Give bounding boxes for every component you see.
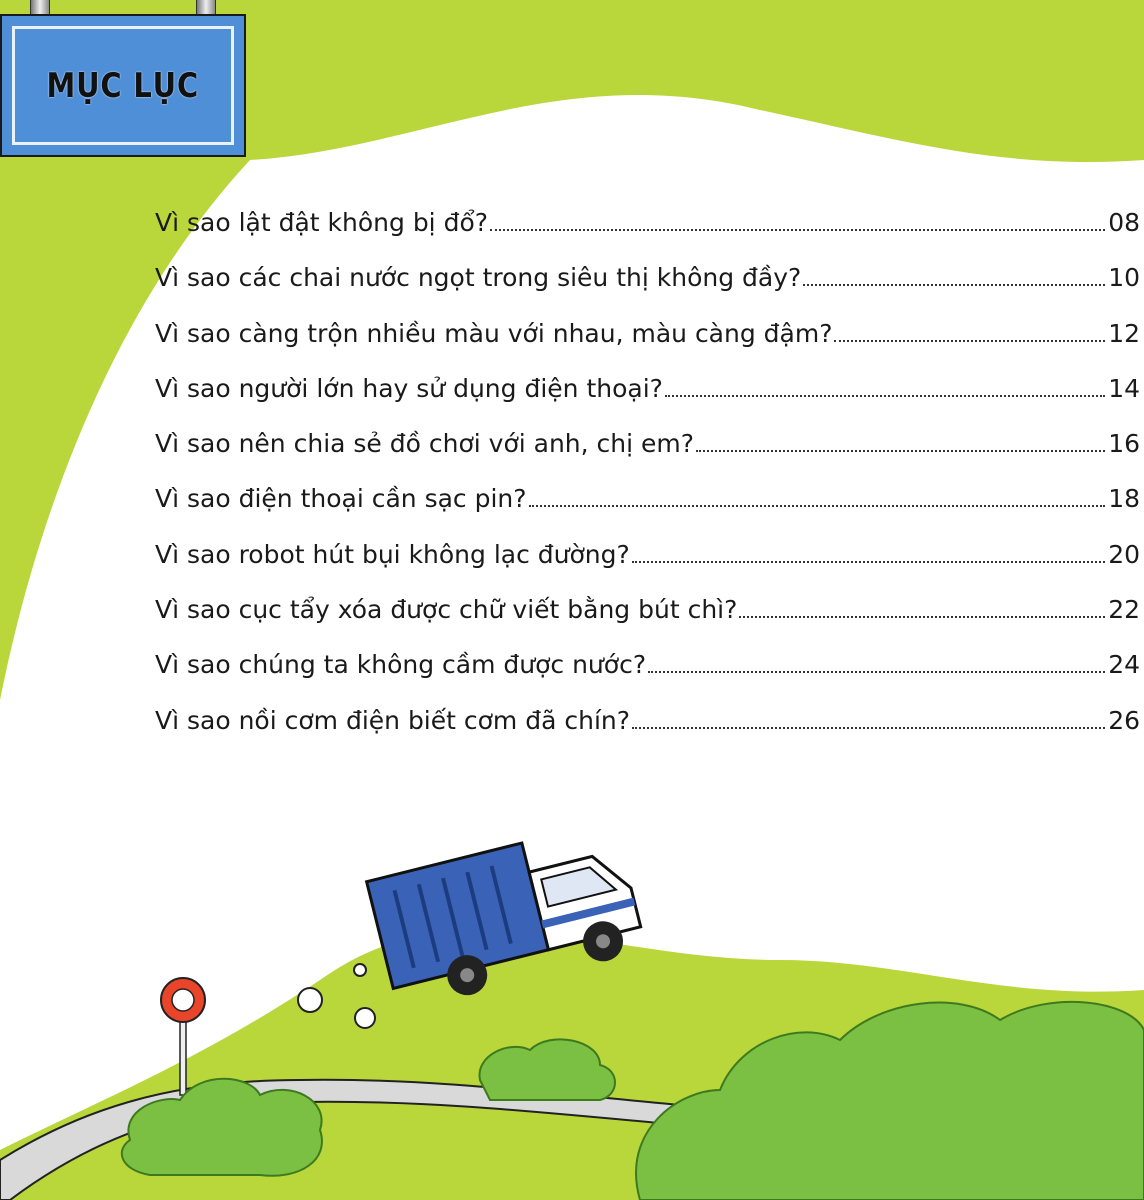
toc-entry-page: 12 [1108, 318, 1140, 348]
toc-entry[interactable] [155, 650, 1140, 705]
toc-entry-page: 22 [1108, 595, 1140, 625]
toc-entry-title: Vì sao nên chia sẻ đồ chơi với anh, chị em? [155, 429, 695, 459]
toc-entry[interactable] [155, 208, 1140, 263]
toc-entry[interactable] [155, 484, 1140, 539]
title-sign [0, 14, 246, 157]
page-title: MỤC LỤC [46, 65, 200, 106]
toc-entry-title: Vì sao lật đật không bị đổ? [155, 208, 489, 237]
dot-leader [696, 449, 1105, 452]
dot-leader [648, 670, 1105, 673]
toc-entry[interactable] [155, 540, 1140, 595]
toc-entry[interactable] [155, 263, 1140, 318]
toc-entry-title: Vì sao người lớn hay sử dụng điện thoại? [155, 373, 663, 403]
toc-entry-page: 16 [1108, 429, 1140, 459]
toc-entry-title: Vì sao các chai nước ngọt trong siêu thị không đầy? [155, 263, 802, 293]
toc-entry-title: Vì sao robot hút bụi không lạc đường? [155, 539, 630, 569]
toc-entry-page: 24 [1108, 650, 1140, 680]
toc-entry-page: 08 [1108, 208, 1140, 237]
toc-entry-title: Vì sao càng trộn nhiều màu với nhau, màu càng đậm? [155, 318, 833, 348]
toc-entry[interactable] [155, 429, 1140, 484]
dot-leader [739, 615, 1105, 618]
dot-leader [632, 726, 1105, 729]
toc-entry-page: 18 [1108, 484, 1140, 514]
toc-entry-title: Vì sao nồi cơm điện biết cơm đã chín? [155, 705, 631, 735]
toc-entry[interactable] [155, 374, 1140, 429]
title-sign-frame [12, 26, 234, 145]
toc-entry-page: 26 [1108, 705, 1140, 735]
toc-entry-page: 20 [1108, 539, 1140, 569]
toc-entry-title: Vì sao cục tẩy xóa được chữ viết bằng bút chì? [155, 595, 738, 625]
dot-leader [834, 339, 1105, 342]
dot-leader [490, 228, 1105, 231]
toc-entry-title: Vì sao điện thoại cần sạc pin? [155, 484, 527, 514]
toc-entry[interactable] [155, 319, 1140, 374]
dot-leader [803, 283, 1105, 286]
dot-leader [665, 394, 1105, 397]
toc-entry-page: 14 [1108, 373, 1140, 403]
dot-leader [529, 504, 1106, 507]
toc-entry-page: 10 [1108, 263, 1140, 293]
toc-entry[interactable] [155, 706, 1140, 761]
toc-entry[interactable] [155, 595, 1140, 650]
dot-leader [632, 560, 1105, 563]
toc-entry-title: Vì sao chúng ta không cầm được nước? [155, 650, 647, 680]
table-of-contents [155, 208, 1140, 761]
